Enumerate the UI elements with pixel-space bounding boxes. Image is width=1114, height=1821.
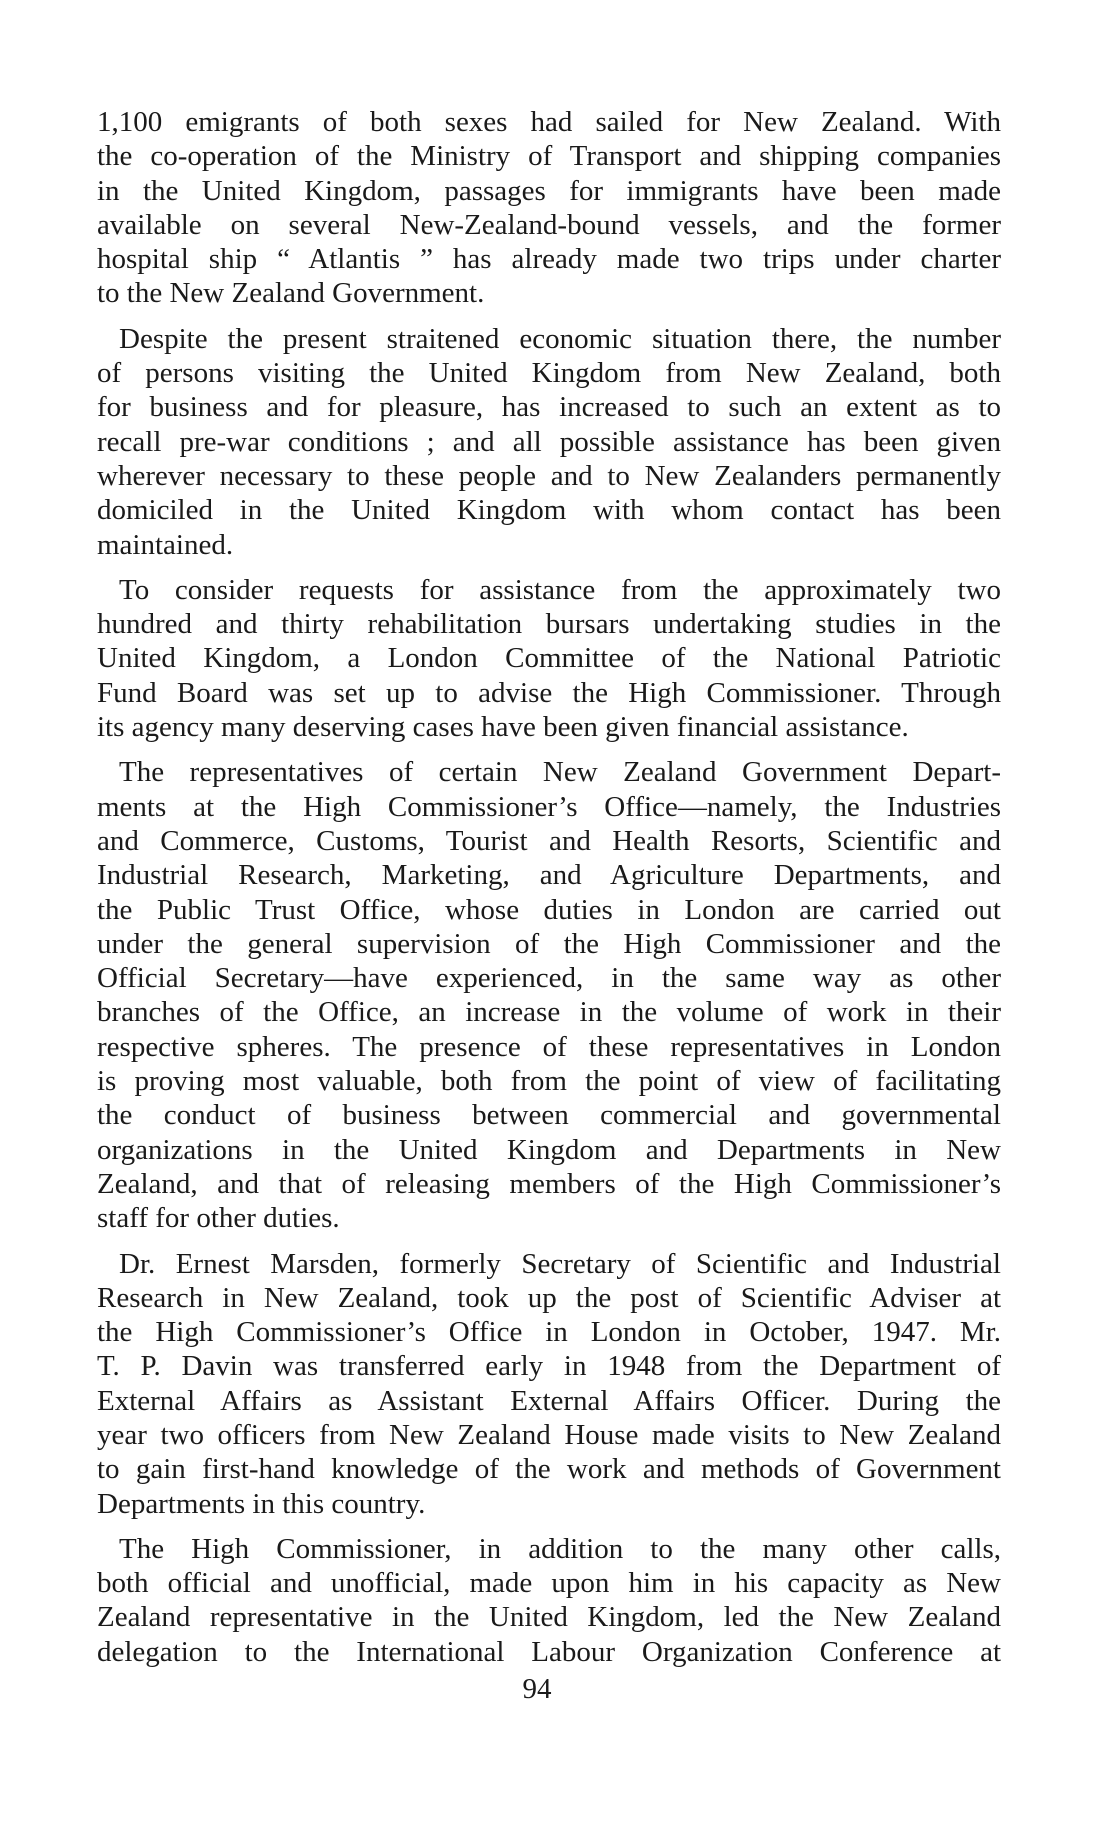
text-line: the co-operation of the Ministry of Transport and shipping companies bbox=[97, 140, 1001, 173]
text-line: ments at the High Commissioner’s Office—namely, the Industries bbox=[97, 790, 1001, 823]
text-line: domiciled in the United Kingdom with whom contact has been bbox=[97, 494, 1001, 527]
text-line: respective spheres. The presence of these representatives in London bbox=[97, 1030, 1001, 1063]
text-line: T. P. Davin was transferred early in 1948 from the Department of bbox=[97, 1350, 1001, 1383]
text-line: hospital ship “ Atlantis ” has already made two trips under charter bbox=[97, 243, 1001, 276]
text-line: to gain first-hand knowledge of the work and methods of Government bbox=[97, 1453, 1001, 1486]
text-line: organizations in the United Kingdom and Departments in New bbox=[97, 1133, 1001, 1166]
text-line: the conduct of business between commercial and governmental bbox=[97, 1099, 1001, 1132]
paragraph bbox=[97, 573, 1001, 744]
text-line: in the United Kingdom, passages for immigrants have been made bbox=[97, 174, 1001, 207]
text-line: To consider requests for assistance from the approximately two bbox=[119, 573, 1001, 606]
text-line: both official and unofficial, made upon him in his capacity as New bbox=[97, 1567, 1001, 1600]
page-number: 94 bbox=[522, 1673, 552, 1705]
text-line: The High Commissioner, in addition to the many other calls, bbox=[119, 1532, 1001, 1565]
text-line: Fund Board was set up to advise the High Commissioner. Through bbox=[97, 676, 1001, 709]
text-line: Departments in this country. bbox=[97, 1487, 426, 1520]
text-line: to the New Zealand Government. bbox=[97, 277, 485, 310]
text-line: maintained. bbox=[97, 528, 234, 561]
text-line: Industrial Research, Marketing, and Agriculture Departments, and bbox=[97, 859, 1001, 892]
text-line: Zealand representative in the United Kingdom, led the New Zealand bbox=[97, 1601, 1001, 1634]
text-line: its agency many deserving cases have been given financial assistance. bbox=[97, 711, 909, 744]
paragraph bbox=[97, 1247, 1001, 1521]
text-line: Despite the present straitened economic situation there, the number bbox=[119, 322, 1001, 355]
text-line: branches of the Office, an increase in the volume of work in their bbox=[97, 996, 1001, 1029]
text-line: available on several New-Zealand-bound vessels, and the former bbox=[97, 208, 1001, 241]
text-line: recall pre-war conditions ; and all possible assistance has been given bbox=[97, 425, 1001, 458]
text-line: of persons visiting the United Kingdom from New Zealand, both bbox=[97, 357, 1001, 390]
text-line: is proving most valuable, both from the point of view of facilitating bbox=[97, 1065, 1001, 1098]
text-line: the High Commissioner’s Office in London in October, 1947. Mr. bbox=[97, 1316, 1001, 1349]
text-line: 1,100 emigrants of both sexes had sailed for New Zealand. With bbox=[97, 106, 1001, 138]
page-body bbox=[97, 105, 1001, 1680]
text-line: Official Secretary—have experienced, in the same way as other bbox=[97, 962, 1001, 995]
text-line: United Kingdom, a London Committee of the National Patriotic bbox=[97, 642, 1001, 675]
text-line: External Affairs as Assistant External Affairs Officer. During the bbox=[97, 1384, 1001, 1417]
text-line: year two officers from New Zealand House made visits to New Zealand bbox=[97, 1418, 1001, 1451]
text-line: and Commerce, Customs, Tourist and Health Resorts, Scientific and bbox=[97, 824, 1001, 857]
paragraph bbox=[97, 755, 1001, 1235]
paragraph bbox=[97, 105, 1001, 311]
text-line: under the general supervision of the High Commissioner and the bbox=[97, 927, 1001, 960]
text-line: delegation to the International Labour Organization Conference at bbox=[97, 1635, 1001, 1668]
paragraph bbox=[97, 322, 1001, 562]
text-line: wherever necessary to these people and to New Zealanders permanently bbox=[97, 459, 1001, 492]
text-line: Research in New Zealand, took up the post of Scientific Adviser at bbox=[97, 1281, 1001, 1314]
text-line: the Public Trust Office, whose duties in London are carried out bbox=[97, 893, 1001, 926]
text-line: staff for other duties. bbox=[97, 1202, 340, 1235]
text-line: Zealand, and that of releasing members of the High Commissioner’s bbox=[97, 1167, 1001, 1200]
paragraph bbox=[97, 1532, 1001, 1669]
text-line: hundred and thirty rehabilitation bursars undertaking studies in the bbox=[97, 608, 1001, 641]
text-line: for business and for pleasure, has increased to such an extent as to bbox=[97, 391, 1001, 424]
text-line: The representatives of certain New Zealand Government Depart- bbox=[119, 756, 1001, 789]
text-line: Dr. Ernest Marsden, formerly Secretary of Scientific and Industrial bbox=[119, 1247, 1001, 1280]
